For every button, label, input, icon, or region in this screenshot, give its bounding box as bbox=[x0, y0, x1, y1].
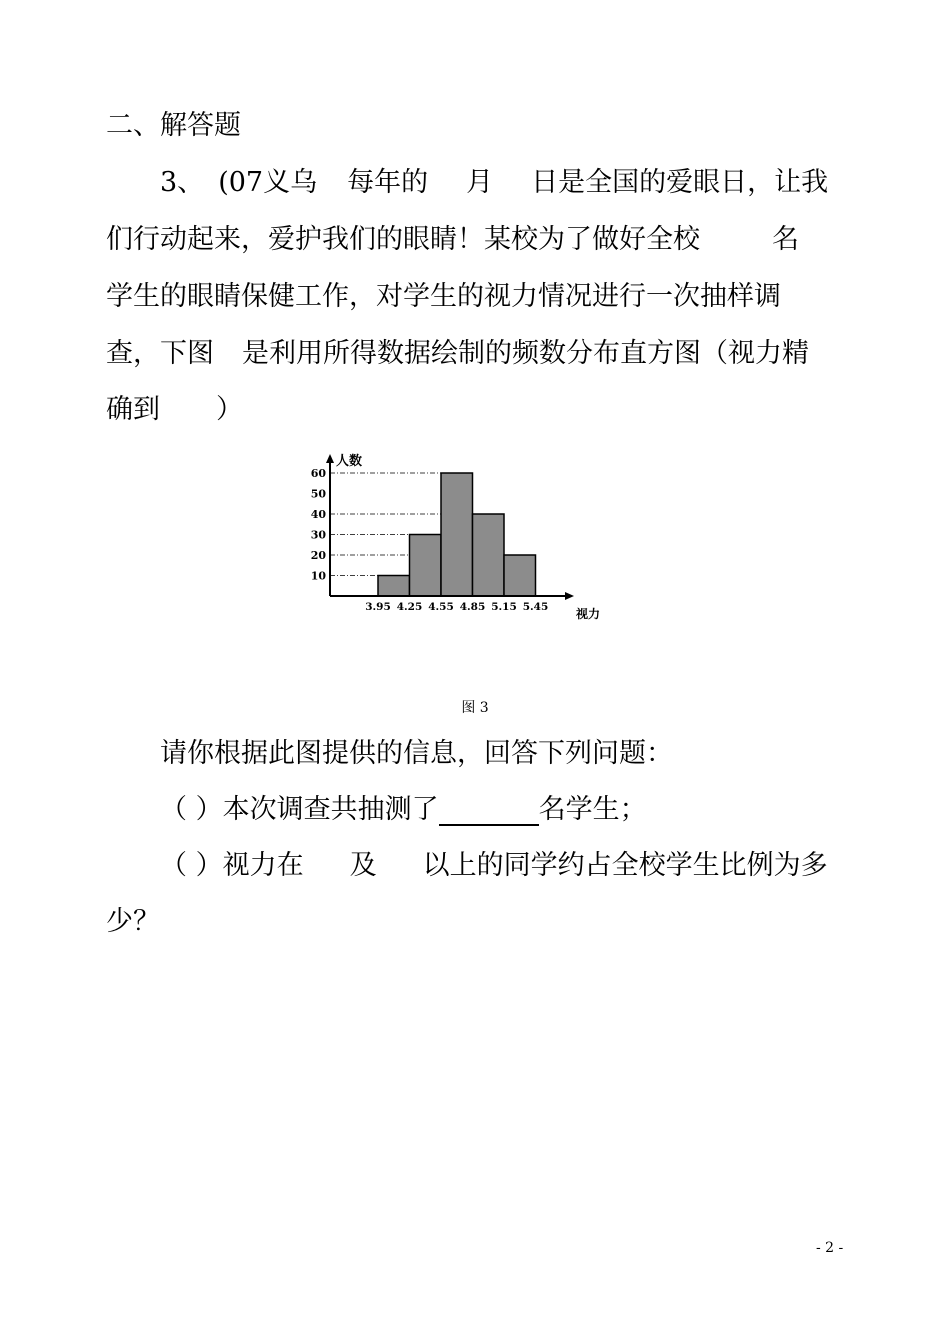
problem-text: 名 bbox=[772, 224, 799, 255]
problem-line-5 bbox=[106, 394, 243, 426]
question-2-continued: 少？ bbox=[106, 906, 160, 937]
problem-line-4 bbox=[106, 338, 809, 370]
y-tick-label: 50 bbox=[310, 487, 326, 501]
problem-text: 是利用所得数据绘制的频数分布直方图（视力精 bbox=[242, 338, 809, 369]
problem-source: (07义乌 bbox=[218, 167, 318, 198]
question-text: （ ）本次调查共抽测了 bbox=[160, 794, 439, 825]
y-tick-label: 60 bbox=[310, 467, 326, 480]
y-tick-label: 40 bbox=[310, 508, 326, 521]
histogram-bar bbox=[378, 576, 410, 597]
question-text: （ ）视力在 bbox=[160, 850, 304, 881]
x-tick-labels bbox=[365, 601, 548, 613]
problem-text: 查，下图 bbox=[106, 338, 214, 369]
section-title: 二、解答题 bbox=[106, 110, 241, 141]
page-number: - 2 - bbox=[816, 1240, 844, 1256]
question-text: 及 bbox=[349, 850, 377, 881]
histogram-bar bbox=[473, 514, 505, 596]
problem-text: ） bbox=[216, 394, 243, 425]
y-axis-label: 人数 bbox=[336, 454, 363, 469]
questions-intro: 请你根据此图提供的信息，回答下列问题： bbox=[160, 738, 673, 769]
x-tick-label: 4.55 bbox=[428, 601, 454, 613]
x-tick-label: 3.95 bbox=[365, 601, 391, 613]
x-axis-arrow bbox=[565, 592, 574, 600]
problem-line-3: 学生的眼睛保健工作，对学生的视力情况进行一次抽样调 bbox=[106, 281, 781, 312]
y-axis-arrow bbox=[326, 454, 334, 463]
problem-text: 们行动起来，爱护我们的眼睛！某校为了做好全校 bbox=[106, 224, 700, 255]
problem-line-1 bbox=[160, 167, 828, 199]
y-tick-labels bbox=[311, 467, 327, 583]
histogram-bar bbox=[504, 555, 536, 596]
x-tick-label: 5.15 bbox=[491, 601, 517, 613]
histogram-bar bbox=[441, 473, 473, 596]
x-tick-label: 4.25 bbox=[396, 601, 423, 613]
problem-line-2 bbox=[106, 224, 799, 256]
y-tick-label: 30 bbox=[310, 528, 326, 542]
x-tick-label: 4.85 bbox=[459, 601, 486, 613]
problem-number: 3、 bbox=[160, 167, 205, 198]
question-text: 名学生； bbox=[538, 794, 647, 825]
question-text: 以上的同学约占全校学生比例为多 bbox=[422, 850, 828, 881]
histogram-bar bbox=[410, 535, 442, 597]
answer-blank[interactable] bbox=[439, 798, 539, 826]
problem-text: 每年的 bbox=[347, 167, 429, 198]
figure-caption: 图 3 bbox=[461, 700, 489, 716]
question-2 bbox=[160, 850, 828, 882]
question-1 bbox=[160, 794, 647, 826]
problem-text: 确到 bbox=[106, 394, 160, 425]
y-tick-label: 10 bbox=[310, 569, 326, 583]
problem-text: 月 bbox=[466, 167, 494, 198]
x-axis-label: 视力 bbox=[576, 607, 601, 621]
x-tick-label: 5.45 bbox=[522, 601, 549, 613]
y-tick-label: 20 bbox=[310, 549, 326, 562]
problem-text: 日是全国的爱眼日，让我 bbox=[531, 167, 829, 198]
histogram-chart bbox=[300, 446, 620, 626]
